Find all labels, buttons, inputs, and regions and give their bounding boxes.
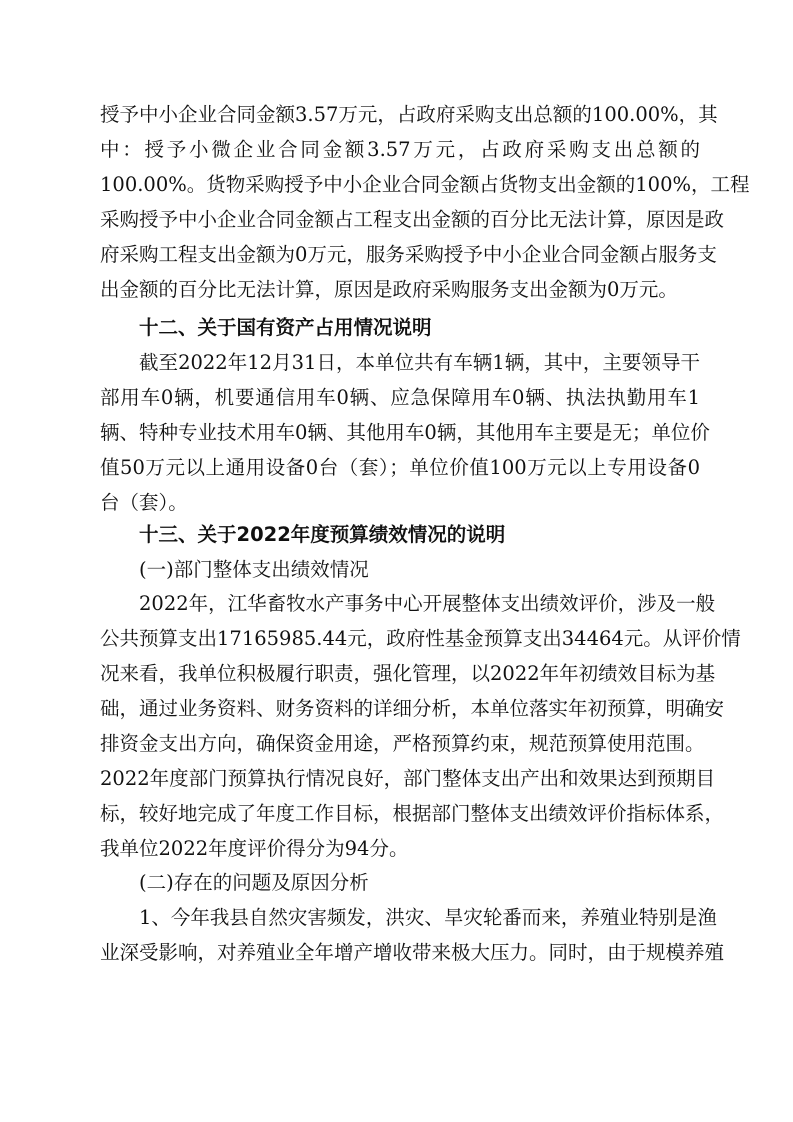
paragraph-line: 出金额的百分比无法计算，原因是政府采购服务支出金额为0万元。 xyxy=(100,278,678,301)
paragraph-line: 础，通过业务资料、财务资料的详细分析，本单位落实年初预算，明确安 xyxy=(100,697,725,720)
paragraph-line: (一)部门整体支出绩效情况 xyxy=(139,558,369,581)
paragraph-line: 况来看，我单位积极履行职责，强化管理，以2022年年初绩效目标为基 xyxy=(100,662,716,685)
paragraph-line: 采购授予中小企业合同金额占工程支出金额的百分比无法计算，原因是政 xyxy=(100,208,725,231)
paragraph-line: 值50万元以上通用设备0台（套）；单位价值100万元以上专用设备0 xyxy=(100,456,700,479)
paragraph-line: 业深受影响，对养殖业全年增产增收带来极大压力。同时，由于规模养殖 xyxy=(100,941,725,964)
section-heading: 十三、关于2022年度预算绩效情况的说明 xyxy=(139,523,506,546)
section-heading: 十二、关于国有资产占用情况说明 xyxy=(139,316,432,339)
paragraph-line: 标，较好地完成了年度工作目标，根据部门整体支出绩效评价指标体系， xyxy=(100,802,725,825)
paragraph-line: 中：授予小微企业合同金额3.57万元，占政府采购支出总额的 xyxy=(100,138,700,161)
paragraph-line: 2022年度部门预算执行情况良好，部门整体支出产出和效果达到预期目 xyxy=(100,767,716,790)
paragraph-line: 辆、特种专业技术用车0辆、其他用车0辆，其他用车主要是无；单位价 xyxy=(100,421,710,444)
paragraph-line: (二)存在的问题及原因分析 xyxy=(139,871,369,894)
paragraph-line: 我单位2022年度评价得分为94分。 xyxy=(100,837,409,860)
paragraph-line: 部用车0辆，机要通信用车0辆、应急保障用车0辆、执法执勤用车1 xyxy=(100,386,700,409)
paragraph-line: 授予中小企业合同金额3.57万元，占政府采购支出总额的100.00%，其 xyxy=(100,103,718,126)
paragraph-line: 排资金支出方向，确保资金用途，严格预算约束，规范预算使用范围。 xyxy=(100,732,705,755)
paragraph-line: 公共预算支出17165985.44元，政府性基金预算支出34464元。从评价情 xyxy=(100,627,741,650)
paragraph-line: 台（套）。 xyxy=(100,491,188,514)
paragraph-line: 1、今年我县自然灾害频发，洪灾、旱灾轮番而来，养殖业特别是渔 xyxy=(139,906,717,929)
paragraph-line: 100.00%。货物采购授予中小企业合同金额占货物支出金额的100%，工程 xyxy=(100,173,750,196)
paragraph-line: 截至2022年12月31日，本单位共有车辆1辆，其中，主要领导干 xyxy=(139,351,700,374)
paragraph-line: 府采购工程支出金额为0万元，服务采购授予中小企业合同金额占服务支 xyxy=(100,243,717,266)
paragraph-line: 2022年，江华畜牧水产事务中心开展整体支出绩效评价，涉及一般 xyxy=(139,592,716,615)
